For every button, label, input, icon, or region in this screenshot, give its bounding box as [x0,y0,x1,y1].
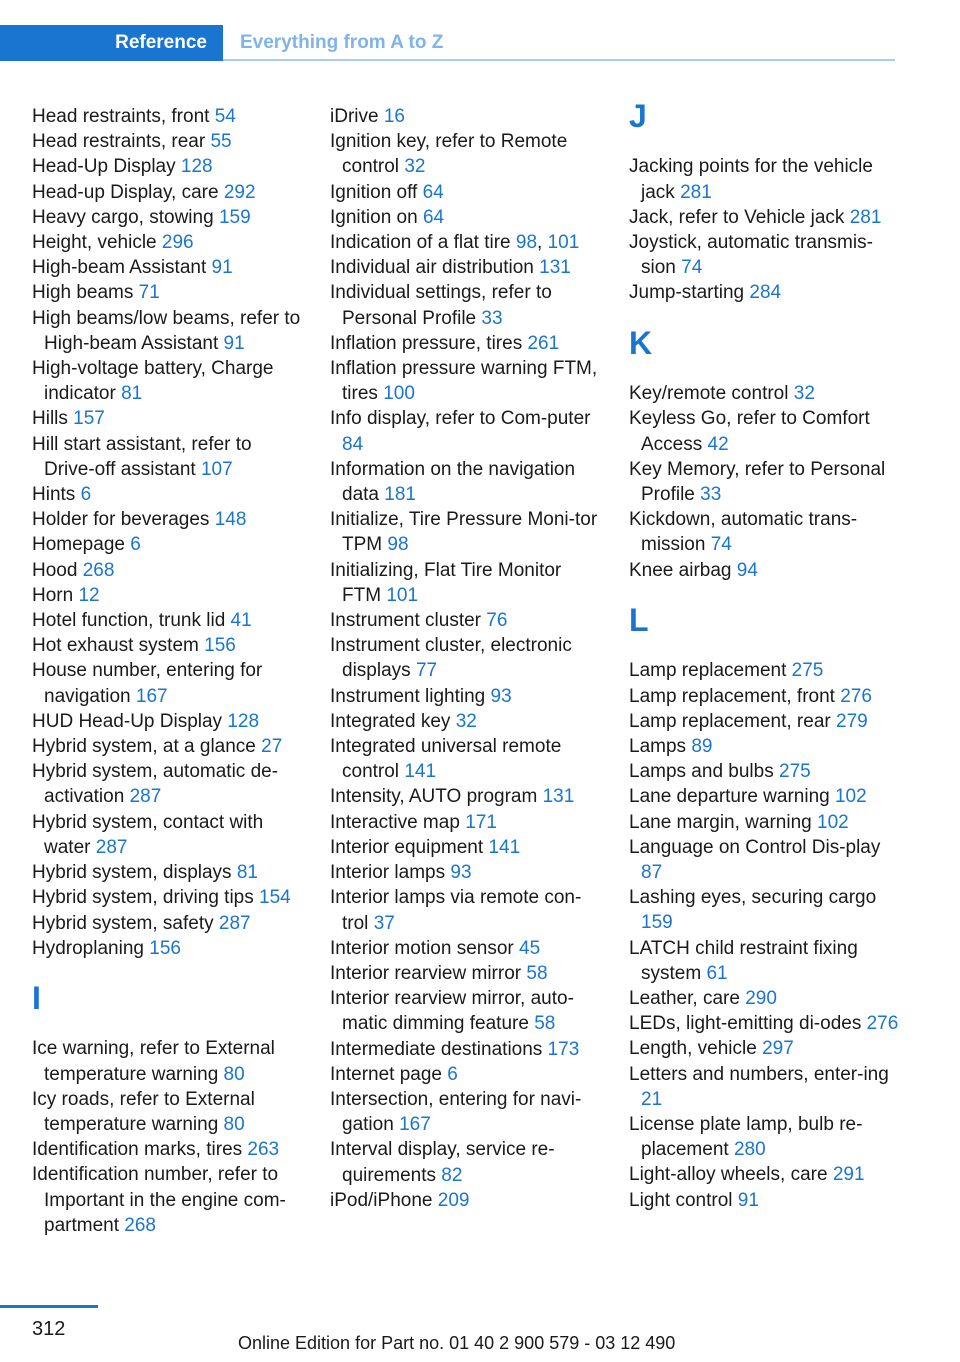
entry-term: Integrated key [330,710,451,732]
index-entry [32,154,307,179]
entry-term: Interior rearview mirror, auto-matic dimming feature [330,988,574,1035]
entry-term: Head restraints, front [32,106,210,127]
entry-term: Interior lamps [330,862,446,884]
spacer [629,633,904,658]
entry-term: Holder for beverages [32,509,210,531]
entry-term: Keyless Go, refer to Comfort Access [629,408,870,455]
index-entry [32,205,307,230]
entry-term: Light-alloy wheels, care [629,1164,828,1186]
page-link[interactable]: 261 [527,332,560,354]
index-entry [629,1062,904,1112]
index-entry [330,734,605,784]
index-entry [629,658,904,683]
page-link[interactable]: 32 [404,156,426,178]
page-link[interactable]: 268 [82,559,115,581]
index-entry [32,306,307,356]
entry-term: Lashing eyes, securing cargo [629,887,877,909]
index-entry [330,1062,605,1087]
page-link[interactable]: 91 [737,1189,759,1211]
entry-term: Interval display, service re-quirements [330,1139,555,1186]
index-entry [32,507,307,532]
spacer [629,356,904,381]
entry-term: Hybrid system, automatic de-activation [32,761,279,808]
entry-term: Info display, refer to Com-puter [330,408,591,430]
entry-term: Instrument lighting [330,685,486,707]
entry-term: Initialize, Tire Pressure Moni-tor TPM [330,509,598,556]
page-link[interactable]: 284 [749,282,782,304]
page-link[interactable]: 21 [641,1088,663,1110]
entry-term: Jump-starting [629,282,745,304]
page-link[interactable]: 275 [779,761,811,783]
entry-term: Individual air distribution [330,257,534,279]
page-link[interactable]: 159 [641,912,673,934]
page-link[interactable]: 290 [745,987,777,1009]
index-entry [330,180,605,205]
entry-term: LEDs, light-emitting di-odes [629,1013,862,1035]
index-entry [629,406,904,456]
index-entry [629,230,904,280]
entry-term: Interior lamps via remote con-trol [330,887,582,934]
index-entry [330,129,605,179]
page-link[interactable]: 102 [834,786,867,808]
page-link[interactable]: 98 [387,534,409,556]
entry-term: Horn [32,584,74,606]
page-link[interactable]: 81 [236,862,258,884]
index-entry [330,406,605,456]
entry-term: Lamps [629,735,687,757]
page-link[interactable]: 263 [247,1139,280,1161]
index-entry [330,885,605,935]
page-link[interactable]: 131 [542,786,575,808]
page-link[interactable]: 64 [422,206,445,228]
page-link[interactable]: 82 [441,1164,463,1186]
entry-term: Interior motion sensor [330,937,514,959]
entry-term: Key Memory, refer to Personal Profile [629,458,886,505]
index-entry [629,1112,904,1162]
index-entry [330,961,605,986]
index-entry [32,759,307,809]
entry-term: Identification marks, tires [32,1139,243,1161]
entry-term: Inflation pressure warning FTM, tires [330,358,598,405]
index-entry [629,734,904,759]
page-link[interactable]: 148 [214,509,247,531]
page-link[interactable]: 159 [218,206,251,228]
entry-term: iPod/iPhone [330,1189,433,1211]
chapter-title: Everything from A to Z [240,32,444,53]
index-entry [32,406,307,431]
entry-term: Indication of a flat tire [330,232,511,254]
entry-term: Internet page [330,1063,442,1085]
entry-term: Inflation pressure, tires [330,332,523,354]
index-entry [330,986,605,1036]
index-entry [32,1162,307,1238]
page-link[interactable]: 64 [422,181,444,203]
page-link[interactable]: 156 [149,937,181,959]
entry-term: Instrument cluster, electronic displays [330,635,572,682]
index-entry [629,835,904,885]
page-link[interactable]: 91 [223,332,245,354]
spacer [32,1011,307,1036]
index-entry [629,205,904,230]
page-link[interactable]: 71 [138,282,160,304]
entry-term: Hill start assistant, refer to Drive-off assistant [32,433,252,480]
entry-term: Heavy cargo, stowing [32,206,214,228]
page-link[interactable]: 81 [121,383,143,405]
page-link[interactable]: 33 [481,307,503,329]
page-link[interactable]: 131 [539,257,571,279]
index-entry [32,1036,307,1086]
page-link[interactable]: 42 [707,433,729,455]
index-entry [330,255,605,280]
index-entry [629,381,904,406]
entry-term: High-voltage battery, Charge indicator [32,358,274,405]
page-link[interactable]: 167 [399,1114,431,1136]
index-entry [32,885,307,910]
page-link[interactable]: 100 [383,383,415,405]
index-entry [330,1137,605,1187]
page-link[interactable]: 41 [230,610,252,632]
spacer [629,306,904,331]
entry-term: Leather, care [629,987,740,1009]
page-link[interactable]: 45 [519,937,541,959]
page-link[interactable]: 84 [342,433,364,455]
index-entry [330,936,605,961]
entry-term: Homepage [32,534,125,556]
index-entry [32,1087,307,1137]
entry-term: Hints [32,484,76,506]
entry-term: Key/remote control [629,383,789,405]
spacer [629,129,904,154]
entry-term: Light control [629,1189,733,1211]
index-entry [32,280,307,305]
page-link[interactable]: 98 [515,232,538,254]
page-link[interactable]: 128 [227,710,260,732]
page-link[interactable]: 32 [793,383,815,405]
index-entry [32,104,307,129]
entry-term: Lamps and bulbs [629,761,774,783]
entry-term: House number, entering for navigation [32,660,263,707]
index-entry [629,784,904,809]
index-entry [629,759,904,784]
page-link[interactable]: 58 [526,962,548,984]
entry-term: Intermediate destinations [330,1038,543,1060]
entry-term: High beams [32,282,134,304]
index-entry [629,709,904,734]
index-entry [629,280,904,305]
page-link[interactable]: 91 [211,257,233,279]
page-link[interactable]: 54 [214,106,236,127]
index-entry [330,558,605,608]
page-link[interactable]: 77 [415,660,438,682]
entry-term: Head-up Display, care [32,181,219,203]
entry-term: Language on Control Dis-play [629,836,881,858]
page-link[interactable]: 16 [383,106,405,127]
entry-term: Interior equipment [330,836,484,858]
index-column-3 [629,98,904,1213]
index-entry [32,1137,307,1162]
entry-term: Lamp replacement [629,660,787,682]
entry-term: Hybrid system, displays [32,862,232,884]
index-entry [629,457,904,507]
index-entry [629,986,904,1011]
index-entry [32,936,307,961]
index-entry [32,658,307,708]
entry-term: Jacking points for the vehicle jack [629,156,873,203]
entry-term: Ignition key, refer to Remote control [330,131,568,178]
index-entry [330,230,605,255]
index-entry [32,810,307,860]
index-entry [629,684,904,709]
page-link[interactable]: 102 [817,811,849,833]
page-link[interactable]: 107 [200,458,233,480]
page-link[interactable]: 281 [849,206,882,228]
index-entry [629,1036,904,1061]
entry-term: Integrated universal remote control [330,736,562,783]
page-link[interactable]: 93 [490,685,512,707]
index-entry [32,608,307,633]
entry-term: Hotel function, trunk lid [32,610,226,632]
page-link[interactable]: 89 [691,735,713,757]
index-entry [32,482,307,507]
entry-term: License plate lamp, bulb re-placement [629,1114,863,1161]
index-entry [629,1011,904,1036]
page-link[interactable]: 276 [840,685,872,707]
page-link[interactable]: 61 [706,962,728,984]
index-entry [32,558,307,583]
entry-term: Height, vehicle [32,232,157,254]
index-entry [32,230,307,255]
entry-term: Initializing, Flat Tire Monitor FTM [330,559,562,606]
page-link[interactable]: 58 [534,1013,556,1035]
section-tab[interactable]: Reference [0,25,223,61]
index-entry [330,507,605,557]
entry-term: Hood [32,559,78,581]
index-entry [32,633,307,658]
entry-term: High beams/low beams, refer to High-beam Assistant [32,307,301,354]
index-entry [32,255,307,280]
page-link[interactable]: 101 [547,232,580,254]
index-entry [32,583,307,608]
entry-term: Ignition off [330,181,418,203]
page-header [0,25,960,63]
index-entry [330,457,605,507]
index-entry [330,205,605,230]
page-number: 312 [32,1318,66,1340]
index-entry [330,608,605,633]
index-entry [32,709,307,734]
page-link[interactable]: 280 [733,1139,766,1161]
page-link[interactable]: 296 [161,232,194,254]
page-link[interactable]: 33 [700,483,722,505]
page-link[interactable]: 80 [223,1114,245,1136]
page-link[interactable]: 167 [135,685,168,707]
index-entry [330,709,605,734]
entry-term: Head restraints, rear [32,131,206,153]
entry-term: Kickdown, automatic trans-mission [629,509,858,556]
edition-note: Online Edition for Part no. 01 40 2 900 579 - 03 12 490 [238,1333,676,1353]
entry-term: Joystick, automatic transmis-sion [629,231,873,279]
index-entry [330,1037,605,1062]
entry-term: Lamp replacement, rear [629,710,831,732]
entry-term: Hybrid system, safety [32,912,214,934]
index-entry [330,810,605,835]
page-link[interactable]: 268 [124,1214,156,1236]
page-link[interactable]: 87 [641,861,663,883]
page-link[interactable]: 276 [866,1013,899,1035]
page-link[interactable]: 74 [710,534,732,556]
page-link[interactable]: 279 [836,710,868,732]
index-entry [330,860,605,885]
page-link[interactable]: 291 [832,1164,865,1186]
index-entry [330,1188,605,1213]
page-link[interactable]: 6 [447,1063,458,1085]
page-link[interactable]: 287 [95,836,128,858]
index-entry [32,860,307,885]
index-entry [629,936,904,986]
page-link[interactable]: 37 [373,912,395,934]
page-link[interactable]: 93 [450,862,472,884]
index-entry [629,507,904,557]
footer-divider [0,1305,98,1308]
page-link[interactable]: 297 [762,1038,794,1060]
index-entry [32,180,307,205]
page-link[interactable]: 141 [488,836,521,858]
entry-term: Icy roads, refer to External temperature warning [32,1088,255,1136]
index-entry [330,104,605,129]
entry-term: Lane departure warning [629,786,830,808]
page-link[interactable]: 171 [465,811,497,833]
entry-term: HUD Head-Up Display [32,710,223,732]
page-link[interactable]: 209 [437,1189,470,1211]
page-link[interactable]: 55 [210,131,232,153]
index-entry [330,835,605,860]
entry-term: Hills [32,408,68,430]
page-link[interactable]: 74 [681,257,703,279]
index-entry [330,356,605,406]
entry-term: Intensity, AUTO program [330,786,538,808]
page-link[interactable]: 101 [386,584,419,606]
page-link[interactable]: 12 [78,584,100,606]
page-link[interactable]: 76 [486,610,508,632]
index-entry [32,432,307,482]
entry-term: Interactive map [330,811,460,833]
entry-term: Identification number, refer to Important in the engine com-partment [32,1164,286,1236]
index-entry [629,1162,904,1187]
page-link[interactable]: 6 [80,484,92,506]
page-link[interactable]: 80 [223,1063,245,1085]
entry-term: Ice warning, refer to External temperature warning [32,1038,275,1085]
page-link[interactable]: 292 [223,181,256,203]
page-link[interactable]: 32 [455,710,477,732]
page-separator: , [537,232,548,254]
entry-term: Lane margin, warning [629,811,812,833]
entry-term: Letters and numbers, enter-ing [629,1063,889,1085]
index-entry [330,1087,605,1137]
page-link[interactable]: 156 [204,635,236,657]
entry-term: Ignition on [330,206,418,228]
index-entry [330,784,605,809]
page-link[interactable]: 157 [73,408,105,430]
page-link[interactable]: 281 [680,181,712,203]
page-link[interactable]: 128 [180,156,213,178]
entry-term: Hybrid system, contact with water [32,811,264,858]
index-column-2 [330,104,605,1213]
page-link[interactable]: 181 [384,484,416,506]
entry-term: Information on the navigation data [330,458,576,506]
index-entry [330,331,605,356]
spacer [32,961,307,986]
entry-term: Intersection, entering for navi-gation [330,1088,582,1136]
index-entry [629,154,904,204]
index-entry [629,1188,904,1213]
page-link[interactable]: 275 [791,660,824,682]
letter-heading: L [629,601,649,638]
entry-term: Hot exhaust system [32,635,199,657]
entry-term: Hydroplaning [32,937,144,959]
spacer [629,583,904,608]
entry-term: Hybrid system, driving tips [32,887,254,909]
entry-term: LATCH child restraint fixing system [629,937,858,984]
index-entry [629,558,904,583]
index-entry [32,129,307,154]
entry-term: Lamp replacement, front [629,685,835,707]
entry-term: Instrument cluster [330,610,481,632]
entry-term: High-beam Assistant [32,257,207,279]
index-entry [629,810,904,835]
entry-term: Knee airbag [629,559,732,581]
letter-heading: J [629,98,647,134]
index-entry [32,356,307,406]
index-entry [330,280,605,330]
letter-heading: K [629,324,653,361]
header-divider [223,59,895,61]
index-entry [629,885,904,935]
page-link[interactable]: 287 [129,786,162,808]
entry-term: Length, vehicle [629,1038,757,1060]
entry-term: Jack, refer to Vehicle jack [629,206,845,228]
page-link[interactable]: 154 [259,887,291,909]
entry-term: Hybrid system, at a glance [32,736,256,758]
page-link[interactable]: 6 [130,534,141,556]
entry-term: Head-Up Display [32,156,176,178]
entry-term: Individual settings, refer to Personal Profile [330,282,552,329]
page-link[interactable]: 141 [404,761,437,783]
page-link[interactable]: 287 [218,912,251,934]
index-column-1 [32,104,307,1238]
entry-term: iDrive [330,106,379,127]
index-entry [32,734,307,759]
index-entry [32,532,307,557]
entry-term: Interior rearview mirror [330,962,522,984]
letter-heading: I [32,980,41,1017]
index-entry [330,684,605,709]
index-entry [330,633,605,683]
page-link[interactable]: 173 [547,1038,580,1060]
index-entry [32,911,307,936]
page-link[interactable]: 94 [736,559,758,581]
page-link[interactable]: 27 [261,736,283,758]
